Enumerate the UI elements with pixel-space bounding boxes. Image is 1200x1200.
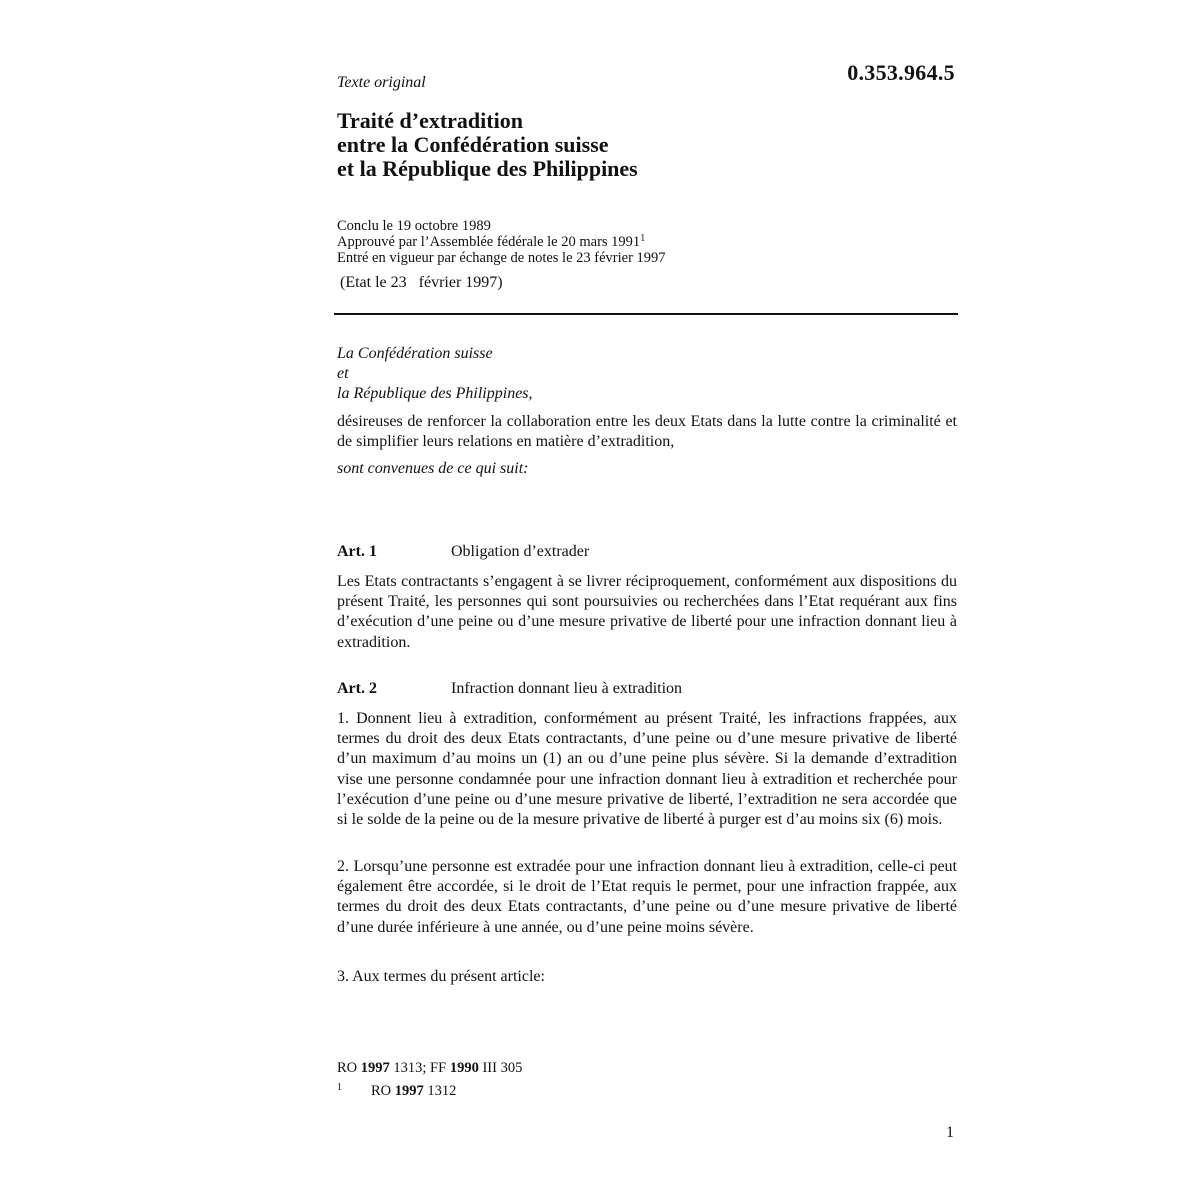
agreed-clause: sont convenues de ce qui suit:	[337, 460, 529, 477]
preamble-text: désireuses de renforcer la collaboration entre les deux Etats dans la lutte contre la criminalité et de simplifier leurs relations en matière d’extradition,	[337, 413, 957, 450]
footnote-ref[interactable]: 1	[640, 233, 646, 244]
party-philippines: la République des Philippines,	[337, 385, 533, 402]
treaty-title	[337, 109, 957, 181]
header-divider	[334, 313, 958, 315]
page-number: 1	[946, 1124, 954, 1141]
article-2-heading	[337, 680, 682, 698]
article-1-heading	[337, 543, 589, 561]
approved-date: Approuvé par l’Assemblée fédérale le 20 mars 1991	[337, 234, 641, 250]
treaty-metadata	[337, 218, 666, 266]
article-2-paragraph-3: 3. Aux termes du présent article:	[337, 968, 545, 985]
status-date: (Etat le 23 février 1997)	[340, 274, 503, 291]
footnote-1: 1 RO 1997 1312	[337, 1078, 522, 1101]
original-text-label: Texte original	[337, 74, 426, 91]
footnote-marker: 1	[337, 1082, 342, 1093]
concluded-date: Conclu le 19 octobre 1989	[337, 218, 491, 234]
document-number: 0.353.964.5	[847, 60, 955, 85]
title-line: et la République des Philippines	[337, 156, 638, 181]
source-reference: RO 1997 1313; FF 1990 III 305	[337, 1060, 523, 1076]
article-2-paragraph-2: 2. Lorsqu’une personne est extradée pour une infraction donnant lieu à extradition, celle-ci peut également être accordée, si le droit de l’Etat requis le permet, pour une infraction frappée, aux termes du droit des deux Etats contractants, d’une peine ou d’une mesure privative de liberté d’une durée inférieure à une année, ou d’une peine moins sévère.	[337, 858, 957, 936]
parties	[337, 344, 533, 404]
footnotes	[337, 1058, 522, 1101]
article-1-paragraph: Les Etats contractants s’engagent à se livrer réciproquement, conformément aux dispositions du présent Traité, les personnes qui sont poursuivies ou recherchées dans l’Etat requérant aux fins d’exécution d’une peine ou d’une mesure privative de liberté pour une infraction donnant lieu à extradition.	[337, 573, 957, 651]
article-number: Art. 2	[337, 680, 377, 697]
title-line: entre la Confédération suisse	[337, 132, 609, 157]
party-conjunction: et	[337, 365, 349, 382]
article-title: Infraction donnant lieu à extradition	[451, 680, 683, 697]
title-line: Traité d’extradition	[337, 108, 523, 133]
party-switzerland: La Confédération suisse	[337, 345, 493, 362]
approval-line	[337, 234, 666, 250]
article-title: Obligation d’extrader	[451, 543, 590, 560]
article-2-paragraph-1: 1. Donnent lieu à extradition, conformément au présent Traité, les infractions frappées, aux termes du droit des deux Etats contractants, d’une peine ou d’une mesure privative de liberté d’un maximum d’au moins un (1) an ou d’une peine plus sévère. Si la demande d’extradition vise une personne condamnée pour une infraction donnant lieu à extradition et recherchée pour l’exécution d’une peine ou d’une mesure privative de liberté, l’extradition ne sera accordée que si le solde de la peine ou de la mesure privative de liberté à purger est d’au moins six (6) mois.	[337, 710, 957, 829]
in-force-date: Entré en vigueur par échange de notes le 23 février 1997	[337, 250, 666, 266]
article-number: Art. 1	[337, 543, 377, 560]
